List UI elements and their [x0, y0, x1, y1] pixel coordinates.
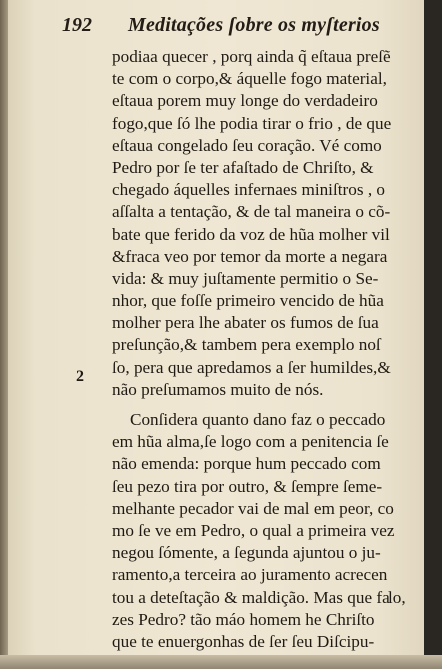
text-line: Pedro por ſe ter afaſtado de Chriſto, & [112, 157, 374, 177]
paragraph-2 [112, 409, 412, 653]
paragraph-gap [112, 401, 412, 409]
text-line: fogo,que ſó lhe podia tirar o frio , de que [112, 113, 392, 133]
text-line: mo ſe ve em Pedro, o qual a primeira vez [112, 520, 395, 540]
facing-page-edge [424, 0, 442, 669]
page-number: 192 [62, 14, 92, 36]
text-line: eſtaua congelado ſeu coração. Vé como [112, 135, 382, 155]
text-line: te com o corpo,& áquelle fogo material, [112, 69, 387, 89]
text-line: podiaa quecer , porq ainda q̃ eſtaua preſẽ [112, 47, 391, 66]
text-line: ramento,a terceira ao juramento acrecen [112, 565, 388, 585]
text-line: preſunção,& tambem pera exemplo noſ [112, 335, 381, 355]
text-line: ſeu pezo tira por outro, & ſempre ſeme- [112, 476, 383, 496]
text-line: melhante pecador vai de mal em peor, co [112, 498, 394, 518]
text-line: que te enuergonhas de ſer ſeu Diſcipu- [112, 631, 375, 651]
text-line: não preſumamos muito de nós. [112, 379, 324, 399]
text-line: zes Pedro? tão máo homem he Chriſto [112, 609, 375, 629]
body-text [112, 46, 412, 653]
text-line: em hũa alma,ſe logo com a penitencia ſe [112, 432, 389, 452]
marginal-section-number: 2 [76, 368, 84, 385]
text-line: vida: & muy juſtamente permitio o Se- [112, 268, 379, 288]
paragraph-1 [112, 46, 412, 401]
text-line: chegado áquelles infernaes miniſtros , o [112, 180, 386, 200]
text-line: eſtaua porem muy longe do verdadeiro [112, 91, 378, 111]
running-head-title: Meditações ſobre os myſterios [128, 14, 380, 36]
page-bottom-edge [0, 655, 442, 669]
text-line: Conſidera quanto dano faz o peccado [130, 410, 386, 429]
binding-gutter [0, 0, 8, 669]
text-line: negou ſómente, a ſegunda ajuntou o ju- [112, 543, 381, 563]
text-line: &fraca veo por temor da morte a negara [112, 246, 388, 266]
text-line: aſſalta a tentação, & de tal maneira o cõ- [112, 202, 391, 222]
text-line: tou a deteſtação & maldição. Mas que fa [112, 587, 390, 607]
text-line: não emenda: porque hum peccado com [112, 454, 381, 474]
text-line: ſo, pera que apredamos a ſer humildes,& [112, 357, 391, 377]
text-line: nhor, que foſſe primeiro vencido de hũa [112, 291, 384, 311]
catchword: lo, [388, 588, 406, 607]
text-line: bate que ferido da voz de hũa molher vil [112, 224, 390, 244]
text-line: molher pera lhe abater os fumos de ſua [112, 313, 379, 333]
